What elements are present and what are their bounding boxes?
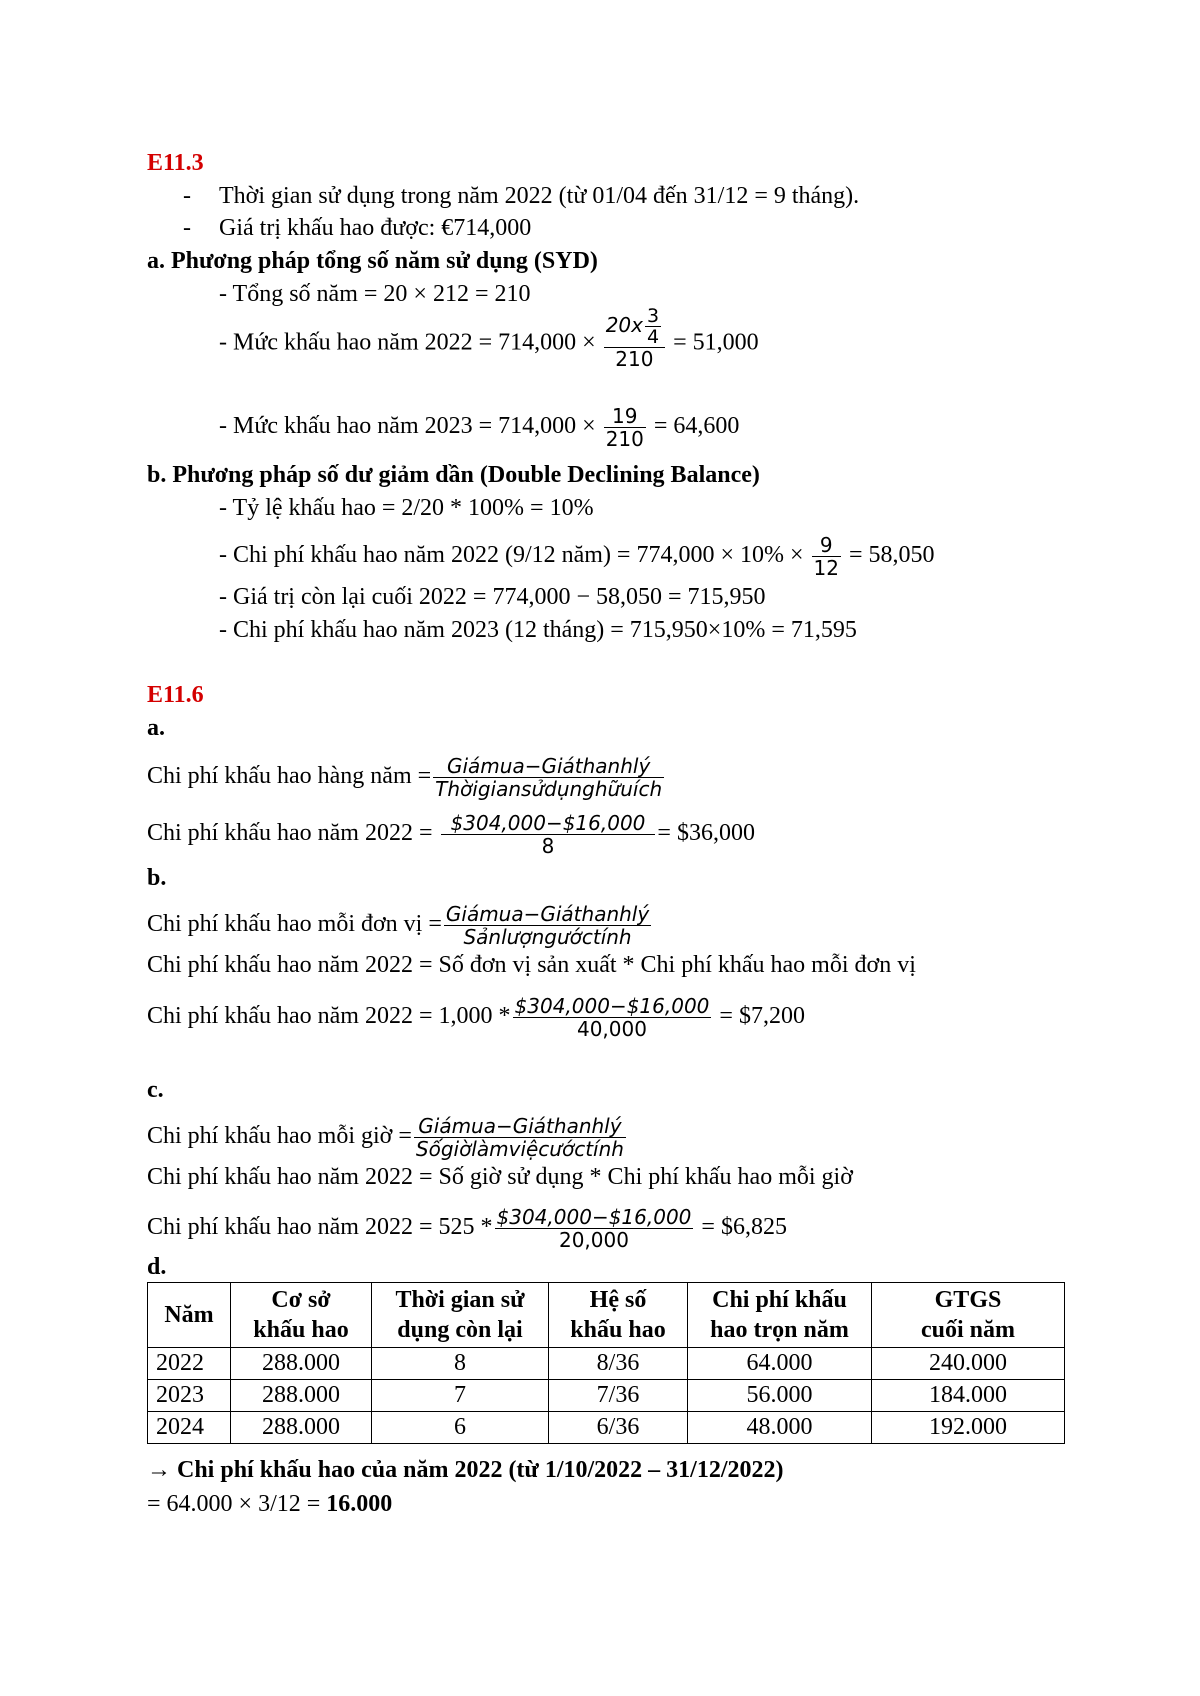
e113-a-depreciation-2022	[219, 305, 759, 376]
e116-part-c-label: c.	[147, 1077, 164, 1103]
formula-prefix: - Mức khấu hao năm 2022 = 714,000 ×	[219, 329, 596, 356]
bullet-dash: -	[183, 215, 191, 241]
fraction-numerator: Giámua−Giáthanhlý	[445, 902, 650, 926]
formula-result: = $7,200	[719, 1003, 805, 1030]
fraction-straight-line	[441, 812, 656, 857]
header-book-value: GTGS cuối năm	[872, 1283, 1065, 1348]
cell-remaining-life: 8	[372, 1348, 549, 1380]
e116-a-depreciation-2022	[147, 812, 755, 857]
cell-remaining-life: 7	[372, 1380, 549, 1412]
cell-rate: 6/36	[549, 1412, 688, 1444]
e116-part-d-label: d.	[147, 1254, 167, 1280]
nested-fraction	[645, 306, 661, 347]
cell-rate: 8/36	[549, 1348, 688, 1380]
table-row	[148, 1348, 1065, 1380]
fraction-numerator: $304,000−$16,000	[496, 1205, 692, 1229]
e113-b-depreciation-2023: - Chi phí khấu hao năm 2023 (12 tháng) = 715,950×10% = 71,595	[219, 617, 857, 643]
fraction-19-210	[604, 405, 646, 450]
e113-heading: E11.3	[147, 150, 204, 176]
cell-base: 288.000	[231, 1380, 372, 1412]
nested-numerator: 3	[646, 305, 660, 327]
cell-annual-expense: 64.000	[688, 1348, 872, 1380]
formula-prefix: Chi phí khấu hao năm 2022 =	[147, 820, 433, 847]
table-row	[148, 1412, 1065, 1444]
table-header-row	[148, 1283, 1065, 1348]
fraction-denominator: 20,000	[558, 1228, 629, 1252]
fraction-denominator: Sảnlượngướctính	[463, 925, 632, 949]
fraction-9-12	[812, 534, 841, 579]
e113-b-rate: - Tỷ lệ khấu hao = 2/20 * 100% = 10%	[219, 495, 594, 521]
e113-b-remaining-value: - Giá trị còn lại cuối 2022 = 774,000 − 58,050 = 715,950	[219, 584, 766, 610]
result-value: 16.000	[326, 1491, 393, 1517]
e116-conclusion: → Chi phí khấu hao của năm 2022 (từ 1/10/2022 – 31/12/2022)	[147, 1457, 784, 1483]
formula-prefix: - Chi phí khấu hao năm 2022 (9/12 năm) = 774,000 × 10% ×	[219, 542, 804, 569]
formula-result: = 58,050	[848, 542, 935, 569]
fraction-numerator: Giámua−Giáthanhlý	[414, 1115, 626, 1138]
result-prefix: = 64.000 × 3/12 =	[147, 1491, 327, 1517]
fraction-annual-formula	[433, 755, 664, 800]
cell-year: 2022	[148, 1348, 231, 1380]
cell-annual-expense: 56.000	[688, 1380, 872, 1412]
e116-part-a-label: a.	[147, 715, 165, 741]
fraction-denominator: 210	[605, 427, 644, 451]
cell-book-value: 192.000	[872, 1412, 1065, 1444]
formula-prefix: Chi phí khấu hao năm 2022 = 525 *	[147, 1214, 493, 1241]
fraction-units	[513, 995, 712, 1040]
cell-book-value: 184.000	[872, 1380, 1065, 1412]
fraction-denominator: 40,000	[576, 1017, 647, 1041]
nested-denominator: 4	[646, 326, 660, 348]
cell-remaining-life: 6	[372, 1412, 549, 1444]
e113-a-total-years: - Tổng số năm = 20 × 212 = 210	[219, 281, 531, 307]
cell-book-value: 240.000	[872, 1348, 1065, 1380]
header-year: Năm	[148, 1283, 231, 1348]
e116-b-depreciation-2022	[147, 995, 805, 1040]
e113-bullet-usage-period: Thời gian sử dụng trong năm 2022 (từ 01/04 đến 31/12 = 9 tháng).	[219, 183, 860, 209]
depreciation-table	[147, 1282, 1065, 1444]
formula-result: = $36,000	[657, 820, 755, 847]
formula-prefix: Chi phí khấu hao năm 2022 = 1,000 *	[147, 1003, 511, 1030]
fraction-numerator	[604, 306, 665, 348]
fraction-hour-formula	[414, 1115, 626, 1160]
e116-a-annual-formula	[147, 755, 666, 800]
numerator-main: 20x	[605, 313, 643, 337]
cell-base: 288.000	[231, 1412, 372, 1444]
formula-result: = 64,600	[653, 413, 740, 440]
fraction-denominator: Sốgiờlàmviệcướctính	[415, 1137, 624, 1161]
fraction-hours	[495, 1206, 694, 1251]
fraction-numerator: Giámua−Giáthanhlý	[433, 755, 664, 778]
cell-year: 2024	[148, 1412, 231, 1444]
cell-year: 2023	[148, 1380, 231, 1412]
e113-a-depreciation-2023	[219, 405, 739, 450]
fraction-numerator: 19	[604, 405, 646, 428]
header-rate: Hệ số khấu hao	[549, 1283, 688, 1348]
cell-annual-expense: 48.000	[688, 1412, 872, 1444]
fraction-denominator: 8	[541, 834, 555, 858]
header-annual-expense: Chi phí khấu hao trọn năm	[688, 1283, 872, 1348]
fraction-denominator: 12	[813, 556, 839, 580]
e113-part-a-heading: a. Phương pháp tổng số năm sử dụng (SYD)	[147, 248, 598, 274]
e116-c-hour-formula	[147, 1115, 628, 1160]
fraction-unit-formula	[444, 903, 651, 948]
formula-prefix: Chi phí khấu hao hàng năm =	[147, 763, 432, 790]
formula-prefix: - Mức khấu hao năm 2023 = 714,000 ×	[219, 413, 596, 440]
e116-c-depreciation-2022	[147, 1206, 787, 1251]
table-row	[148, 1380, 1065, 1412]
e116-c-hours-description: Chi phí khấu hao năm 2022 = Số giờ sử dụng * Chi phí khấu hao mỗi giờ	[147, 1164, 853, 1190]
bullet-dash: -	[183, 183, 191, 209]
e116-b-unit-formula	[147, 903, 653, 948]
fraction-syd-2022	[604, 306, 665, 370]
fraction-numerator: $304,000−$16,000	[514, 994, 710, 1018]
formula-result: = 51,000	[673, 329, 759, 356]
cell-base: 288.000	[231, 1348, 372, 1380]
formula-prefix: Chi phí khấu hao mỗi đơn vị =	[147, 911, 442, 938]
fraction-numerator: 9	[812, 534, 841, 557]
header-remaining-life: Thời gian sử dụng còn lại	[372, 1283, 549, 1348]
fraction-denominator: Thờigiansửdụnghữuích	[435, 777, 663, 801]
e113-b-depreciation-2022	[219, 534, 935, 579]
fraction-numerator: $304,000−$16,000	[441, 812, 656, 835]
e116-b-units-description: Chi phí khấu hao năm 2022 = Số đơn vị sản xuất * Chi phí khấu hao mỗi đơn vị	[147, 952, 916, 978]
formula-result: = $6,825	[701, 1214, 787, 1241]
cell-rate: 7/36	[549, 1380, 688, 1412]
e116-heading: E11.6	[147, 682, 204, 708]
fraction-denominator: 210	[615, 347, 654, 371]
e116-result-line	[147, 1489, 392, 1519]
e116-part-b-label: b.	[147, 865, 167, 891]
header-base: Cơ sở khấu hao	[231, 1283, 372, 1348]
e113-bullet-depreciable-value: Giá trị khấu hao được: €714,000	[219, 215, 532, 241]
formula-prefix: Chi phí khấu hao mỗi giờ =	[147, 1123, 412, 1150]
e113-part-b-heading: b. Phương pháp số dư giảm dần (Double Declining Balance)	[147, 462, 760, 488]
